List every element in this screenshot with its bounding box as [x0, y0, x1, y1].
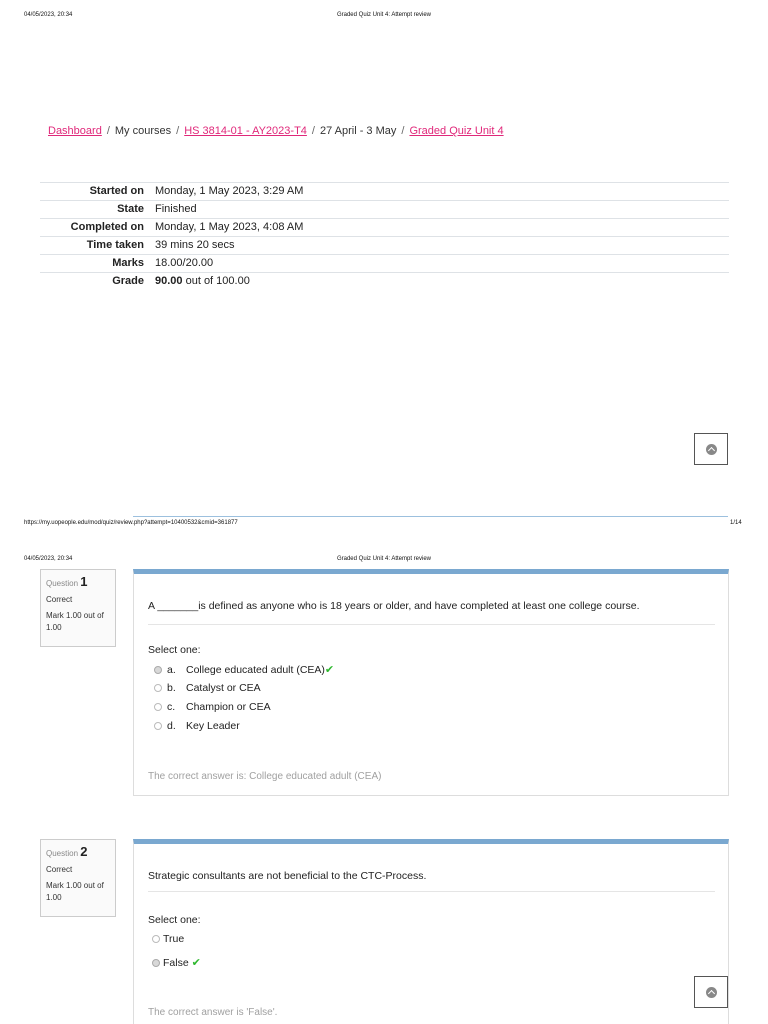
question-state: Correct [46, 865, 73, 874]
question-state: Correct [46, 595, 73, 604]
print-footer [0, 520, 768, 530]
select-one-label: Select one: [148, 914, 201, 926]
breadcrumb-course-link[interactable]: HS 3814-01 - AY2023-T4 [184, 125, 307, 137]
print-datetime: 04/05/2023, 20:34 [24, 556, 73, 562]
question-1-content [133, 569, 729, 796]
print-title: Graded Quiz Unit 4: Attempt review [336, 556, 432, 562]
print-header [0, 12, 768, 22]
summary-row-state: State Finished [40, 201, 729, 219]
correct-check-icon: ✔ [191, 957, 201, 969]
answer-option-false[interactable]: False ✔ [152, 956, 201, 969]
grade-value: 90.00 [155, 275, 183, 287]
question-1-info: Question 1 Correct Mark 1.00 out of 1.00 [40, 569, 116, 647]
question-mark: Mark 1.00 out of 1.00 [46, 881, 104, 902]
question-number: 2 [80, 844, 88, 859]
answer-option-true[interactable]: True [152, 933, 184, 945]
page-divider [133, 516, 728, 517]
grade-suffix: out of 100.00 [185, 275, 250, 287]
question-text: Strategic consultants are not beneficial to the CTC-Process. [148, 870, 427, 882]
question-number: 1 [80, 574, 88, 589]
correct-answer-feedback: The correct answer is: College educated adult (CEA) [148, 771, 382, 782]
breadcrumb-my-courses: My courses [114, 125, 172, 137]
summary-row-started: Started on Monday, 1 May 2023, 3:29 AM [40, 183, 729, 201]
breadcrumb: Dashboard / My courses / HS 3814-01 - AY2023-T4 / 27 April - 3 May / Graded Quiz Unit 4 [48, 125, 504, 137]
back-to-top-button[interactable] [694, 433, 728, 465]
radio-button[interactable] [154, 666, 162, 674]
question-2-content [133, 839, 729, 1024]
breadcrumb-week: 27 April - 3 May [319, 125, 397, 137]
answer-option-d[interactable]: d. Key Leader [154, 720, 240, 732]
question-text: A _______is defined as anyone who is 18 years or older, and have completed at least one college course. [148, 600, 640, 612]
question-mark: Mark 1.00 out of 1.00 [46, 611, 104, 632]
chevron-up-icon [706, 444, 717, 455]
answer-option-b[interactable]: b. Catalyst or CEA [154, 682, 261, 694]
breadcrumb-dashboard-link[interactable]: Dashboard [48, 125, 102, 137]
breadcrumb-quiz-link[interactable]: Graded Quiz Unit 4 [409, 125, 504, 137]
select-one-label: Select one: [148, 644, 201, 656]
summary-row-marks: Marks 18.00/20.00 [40, 255, 729, 273]
answer-option-a[interactable]: a. College educated adult (CEA)✔ [154, 663, 334, 676]
chevron-up-icon [706, 987, 717, 998]
radio-button[interactable] [154, 684, 162, 692]
summary-row-time-taken: Time taken 39 mins 20 secs [40, 237, 729, 255]
correct-answer-feedback: The correct answer is 'False'. [148, 1007, 278, 1018]
summary-row-completed: Completed on Monday, 1 May 2023, 4:08 AM [40, 219, 729, 237]
print-header-2 [0, 556, 768, 566]
print-url: https://my.uopeople.edu/mod/quiz/review.php?attempt=10400532&cmid=361877 [24, 520, 238, 526]
radio-button[interactable] [154, 722, 162, 730]
attempt-summary-table [40, 182, 729, 290]
answer-option-c[interactable]: c. Champion or CEA [154, 701, 271, 713]
question-2-info: Question 2 Correct Mark 1.00 out of 1.00 [40, 839, 116, 917]
radio-button[interactable] [154, 703, 162, 711]
print-datetime: 04/05/2023, 20:34 [24, 12, 73, 18]
print-title: Graded Quiz Unit 4: Attempt review [336, 12, 432, 18]
radio-button[interactable] [152, 935, 160, 943]
summary-row-grade: Grade 90.00 out of 100.00 [40, 273, 729, 291]
correct-check-icon: ✔ [324, 664, 335, 676]
question-divider [148, 624, 715, 625]
radio-button[interactable] [152, 959, 160, 967]
question-divider [148, 891, 715, 892]
print-page-number: 1/14 [730, 520, 742, 526]
back-to-top-button[interactable] [694, 976, 728, 1008]
